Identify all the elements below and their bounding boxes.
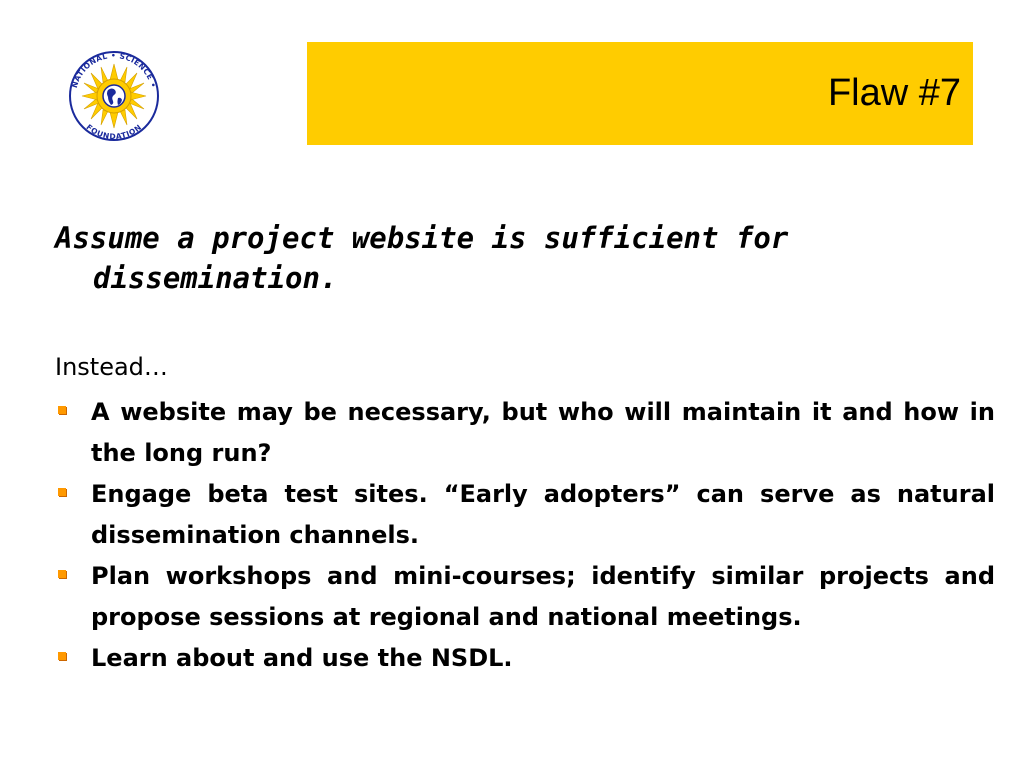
bullet-item: [55, 556, 995, 638]
nsf-logo: [63, 50, 165, 142]
bullet-text: Learn about and use the NSDL.: [91, 644, 513, 672]
slide-heading: Assume a project website is sufficient for dissemination.: [55, 221, 789, 295]
logo-text-bottom: FOUNDATION: [84, 122, 144, 142]
square-bullet-icon: [58, 570, 66, 578]
square-bullet-icon: [58, 652, 66, 660]
bullet-text: A website may be necessary, but who will maintain it and how in the long run?: [91, 398, 995, 467]
bullet-list: [55, 392, 995, 679]
bullet-text: Engage beta test sites. “Early adopters” can serve as natural dissemination channels.: [91, 480, 995, 549]
logo-text-top: NATIONAL • SCIENCE •: [69, 50, 159, 89]
instead-label: Instead…: [55, 353, 168, 381]
bullet-item: [55, 392, 995, 474]
slide-title: Flaw #7: [827, 72, 961, 114]
title-banner: [307, 42, 973, 145]
square-bullet-icon: [58, 406, 66, 414]
square-bullet-icon: [58, 488, 66, 496]
bullet-item: [55, 638, 995, 679]
globe-icon: [103, 85, 125, 107]
bullet-text: Plan workshops and mini-courses; identify similar projects and propose sessions at regional and national meetings.: [91, 562, 995, 631]
bullet-item: [55, 474, 995, 556]
